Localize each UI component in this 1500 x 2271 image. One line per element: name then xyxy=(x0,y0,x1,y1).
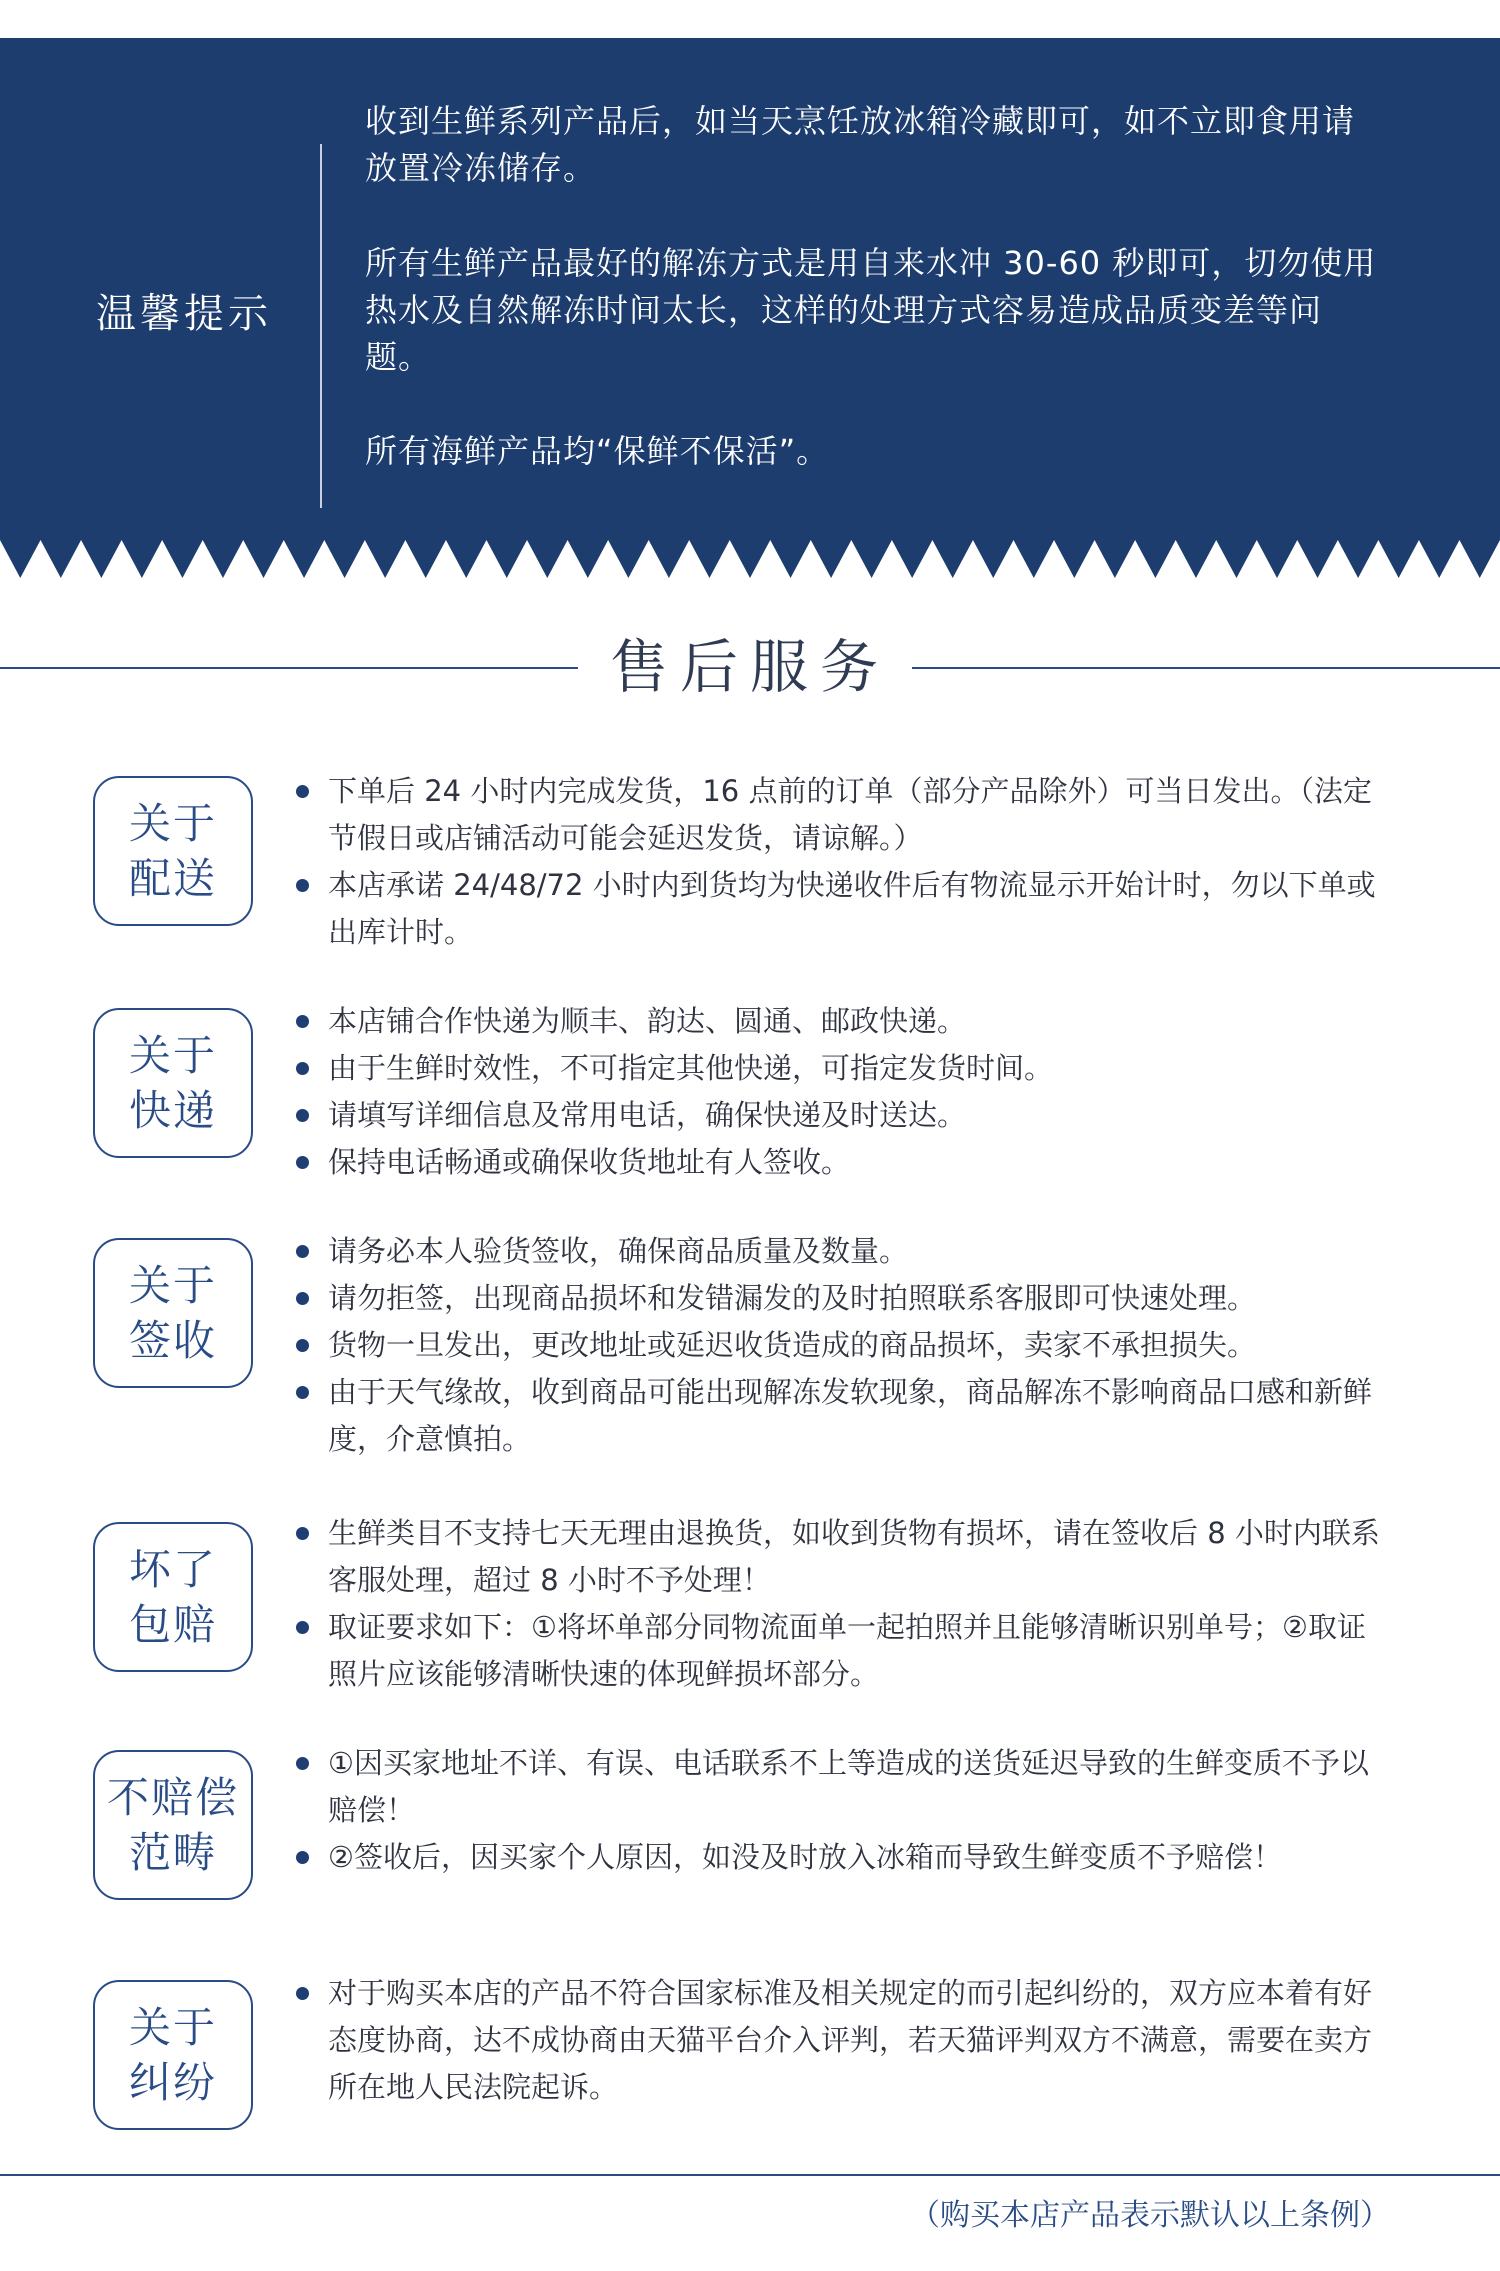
list-item xyxy=(296,1510,1381,1604)
banner-zigzag-edge xyxy=(0,540,1500,578)
list-item-text: 请勿拒签，出现商品损坏和发错漏发的及时拍照联系客服即可快速处理。 xyxy=(328,1281,1257,1315)
list-item xyxy=(296,1604,1381,1698)
tips-paragraph-2: 所有生鲜产品最好的解冻方式是用自来水冲 30-60 秒即可，切勿使用热水及自然解冻时间太长，这样的处理方式容易造成品质变差等问题。 xyxy=(365,244,1377,376)
badge-disputes-line-1: 关于 xyxy=(128,2003,217,2052)
badge-signing-line-2: 签收 xyxy=(128,1316,217,1365)
badge-delivery-line-1: 关于 xyxy=(128,799,217,848)
bullet-dot xyxy=(296,1292,309,1305)
list-item-text: ①因买家地址不详、有误、电话联系不上等造成的送货延迟导致的生鲜变质不予以赔偿！ xyxy=(328,1746,1369,1827)
list-item-text: 对于购买本店的产品不符合国家标准及相关规定的而引起纠纷的，双方应本着有好态度协商，达不成协商由天猫平台介入评判，若天猫评判双方不满意，需要在卖方所在地人民法院起诉。 xyxy=(328,1976,1373,2104)
list-item xyxy=(296,1322,1381,1369)
badge-damage-line-1: 坏了 xyxy=(128,1545,217,1594)
bullet-dot xyxy=(296,1156,309,1169)
bullet-dot xyxy=(296,1245,309,1258)
list-item-text: 由于生鲜时效性，不可指定其他快递，可指定发货时间。 xyxy=(328,1051,1054,1085)
courier-list xyxy=(296,998,1381,1186)
list-item-text: 请务必本人验货签收，确保商品质量及数量。 xyxy=(328,1234,909,1268)
list-item xyxy=(296,1092,1381,1139)
tips-title: 温馨提示 xyxy=(96,291,272,337)
bullet-dot xyxy=(296,1339,309,1352)
list-item-text: 由于天气缘故，收到商品可能出现解冻发软现象，商品解冻不影响商品口感和新鲜度，介意慎拍。 xyxy=(328,1375,1373,1456)
list-item-text: 生鲜类目不支持七天无理由退换货，如收到货物有损坏，请在签收后 8 小时内联系客服处理，超过 8 小时不予处理！ xyxy=(328,1516,1380,1597)
list-item xyxy=(296,1275,1381,1322)
badge-damage xyxy=(93,1522,253,1672)
bullet-dot xyxy=(296,879,309,892)
list-item xyxy=(296,1740,1381,1834)
list-item-text: 本店承诺 24/48/72 小时内到货均为快递收件后有物流显示开始计时，勿以下单或出库计时。 xyxy=(328,868,1376,949)
bullet-dot xyxy=(296,1015,309,1028)
bullet-dot xyxy=(296,1757,309,1770)
signing-list xyxy=(296,1228,1381,1463)
list-item xyxy=(296,1228,1381,1275)
bullet-dot xyxy=(296,1851,309,1864)
badge-no-compensation-line-1: 不赔偿 xyxy=(106,1773,239,1822)
badge-disputes-line-2: 纠纷 xyxy=(128,2058,217,2107)
tips-divider xyxy=(320,144,322,508)
badge-delivery-line-2: 配送 xyxy=(128,854,217,903)
list-item-text: 下单后 24 小时内完成发货，16 点前的订单（部分产品除外）可当日发出。（法定节假日或店铺活动可能会延迟发货，请谅解。） xyxy=(328,774,1372,855)
tips-paragraph-1: 收到生鲜系列产品后，如当天烹饪放冰箱冷藏即可，如不立即食用请放置冷冻储存。 xyxy=(365,102,1356,187)
section-title-line-right xyxy=(912,667,1500,669)
bullet-dot xyxy=(296,785,309,798)
list-item xyxy=(296,1834,1381,1881)
bullet-dot xyxy=(296,1621,309,1634)
list-item xyxy=(296,862,1381,956)
list-item-text: 请填写详细信息及常用电话，确保快递及时送达。 xyxy=(328,1098,967,1132)
list-item xyxy=(296,1045,1381,1092)
list-item-text: 本店铺合作快递为顺丰、韵达、圆通、邮政快递。 xyxy=(328,1004,967,1038)
badge-damage-line-2: 包赔 xyxy=(128,1600,217,1649)
bullet-dot xyxy=(296,1527,309,1540)
tips-banner xyxy=(0,38,1500,540)
bullet-dot xyxy=(296,1386,309,1399)
footer-divider xyxy=(0,2174,1500,2176)
badge-courier xyxy=(93,1008,253,1158)
list-item xyxy=(296,1139,1381,1186)
bullet-dot xyxy=(296,1109,309,1122)
no-compensation-list xyxy=(296,1740,1381,1881)
list-item xyxy=(296,768,1381,862)
delivery-list xyxy=(296,768,1381,956)
badge-courier-line-1: 关于 xyxy=(128,1031,217,1080)
list-item xyxy=(296,1369,1381,1463)
badge-disputes xyxy=(93,1980,253,2130)
list-item-text: 取证要求如下：①将坏单部分同物流面单一起拍照并且能够清晰识别单号；②取证照片应该能够清晰快速的体现鲜损坏部分。 xyxy=(328,1610,1366,1691)
bullet-dot xyxy=(296,1062,309,1075)
badge-no-compensation xyxy=(93,1750,253,1900)
badge-no-compensation-line-2: 范畴 xyxy=(128,1828,217,1877)
tips-paragraph-3: 所有海鲜产品均“保鲜不保活”。 xyxy=(365,432,830,470)
badge-courier-line-2: 快递 xyxy=(128,1086,217,1135)
list-item-text: 保持电话畅通或确保收货地址有人签收。 xyxy=(328,1145,851,1179)
disputes-list xyxy=(296,1970,1381,2111)
damage-list xyxy=(296,1510,1381,1698)
badge-signing-line-1: 关于 xyxy=(128,1261,217,1310)
section-title: 售后服务 xyxy=(609,633,890,701)
badge-signing xyxy=(93,1238,253,1388)
list-item-text: ②签收后，因买家个人原因，如没及时放入冰箱而导致生鲜变质不予赔偿！ xyxy=(328,1840,1282,1874)
list-item xyxy=(296,1970,1381,2111)
list-item xyxy=(296,998,1381,1045)
footer-note: （购买本店产品表示默认以上条例） xyxy=(910,2198,1390,2233)
list-item-text: 货物一旦发出，更改地址或延迟收货造成的商品损坏，卖家不承担损失。 xyxy=(328,1328,1257,1362)
bullet-dot xyxy=(296,1987,309,2000)
badge-delivery xyxy=(93,776,253,926)
